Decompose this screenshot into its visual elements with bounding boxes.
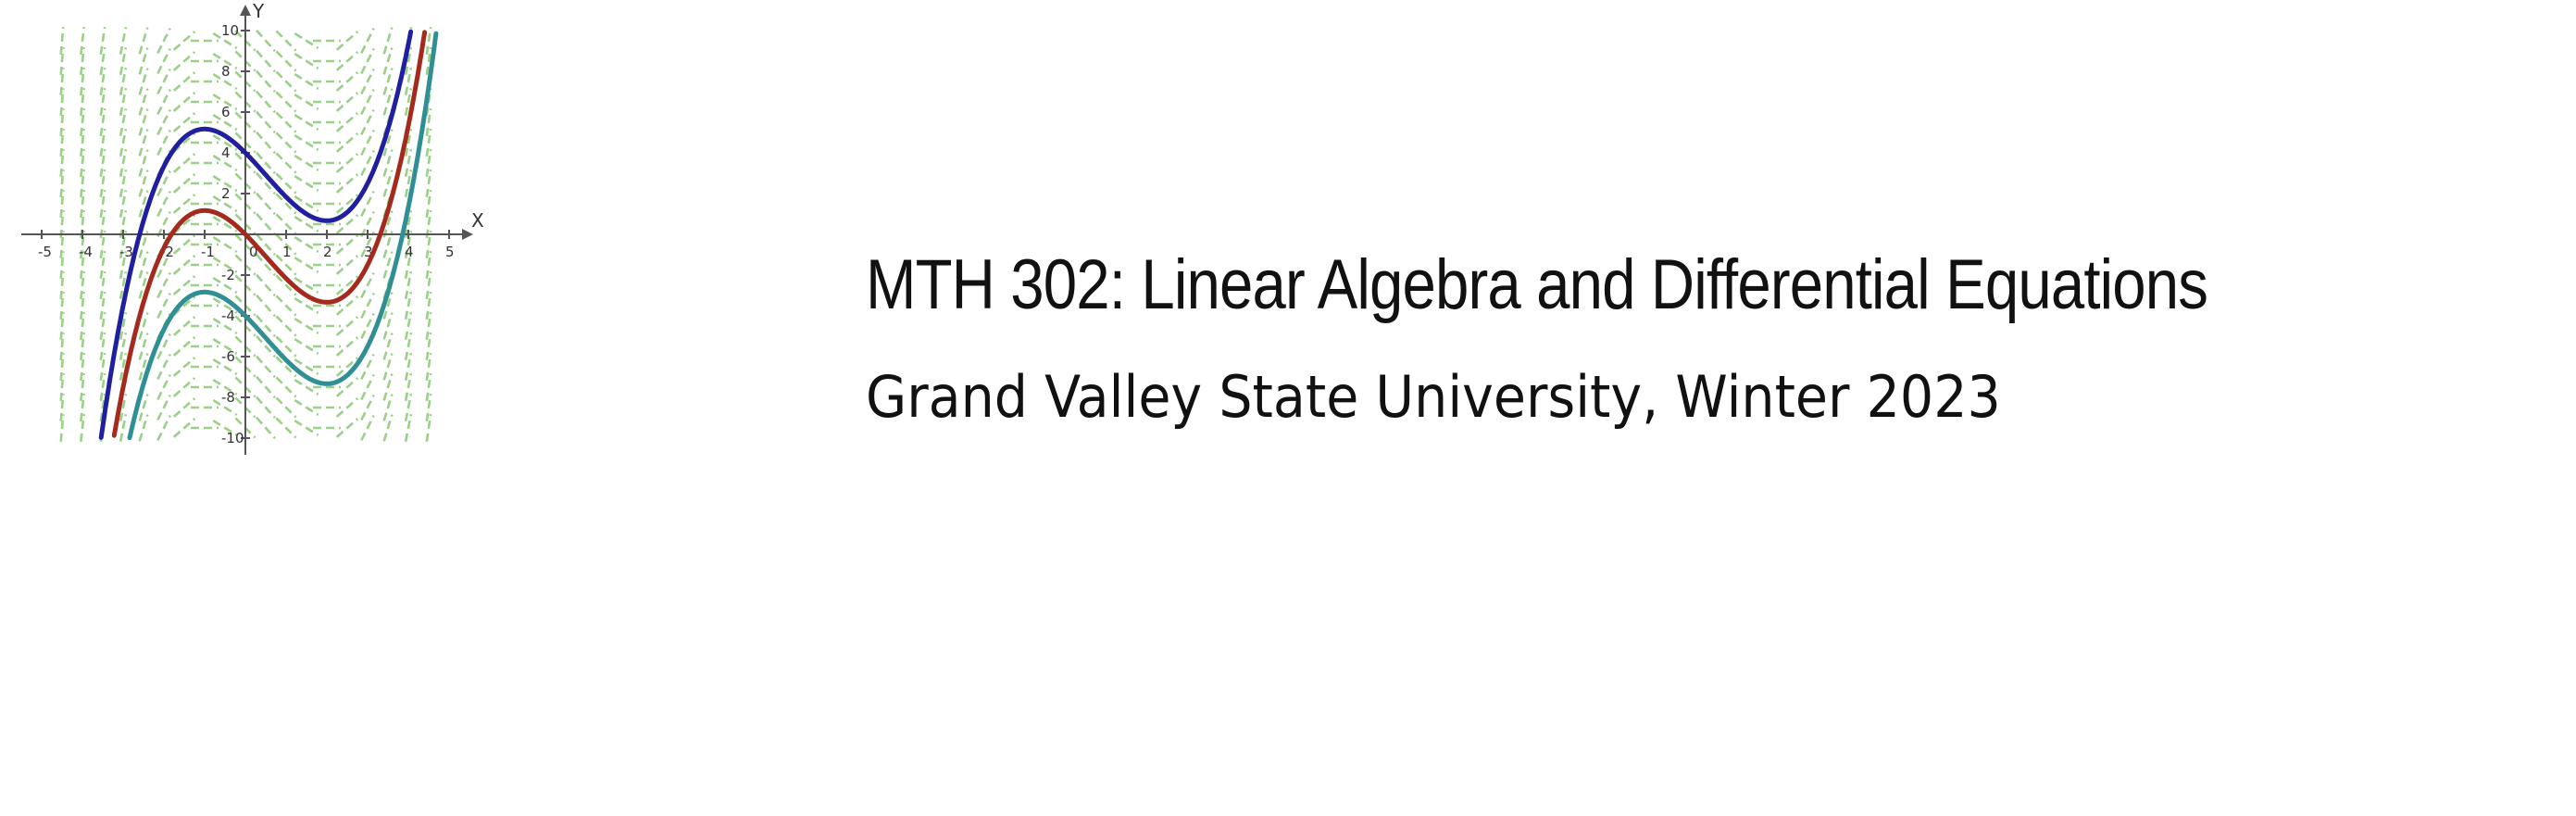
slope-segment: [361, 110, 373, 135]
slope-segment: [276, 112, 295, 132]
title-block: [866, 245, 2551, 431]
slope-segment: [361, 294, 373, 319]
slope-segment: [157, 192, 169, 217]
slope-segment: [120, 27, 126, 54]
y-tick-label: -4: [221, 308, 235, 324]
y-tick-label: 10: [221, 22, 240, 39]
slope-segment: [157, 395, 169, 421]
slope-segment: [101, 27, 105, 55]
x-tick-label: 5: [445, 244, 455, 260]
slope-segment: [256, 92, 275, 112]
slope-segment: [427, 27, 431, 55]
y-tick-label: 6: [221, 104, 231, 120]
x-tick-label: -5: [38, 244, 52, 260]
slope-segment: [256, 71, 275, 92]
slope-segment: [276, 295, 295, 315]
slope-segment: [157, 29, 169, 54]
axes: [21, 0, 484, 455]
slope-field-svg: [28, 0, 843, 810]
slope-segment: [361, 90, 373, 115]
y-tick-label: 8: [221, 63, 231, 80]
slope-segment: [276, 71, 295, 91]
slope-field-chart: [28, 0, 843, 810]
slope-segment: [157, 49, 169, 74]
slope-segment: [157, 131, 169, 156]
slope-segment: [157, 90, 169, 115]
slope-segment: [256, 418, 275, 438]
slope-segment: [256, 132, 275, 153]
x-tick-label: 0: [249, 244, 258, 260]
course-title: MTH 302: Linear Algebra and Differential Equations: [866, 245, 2208, 324]
slope-segment: [256, 357, 275, 377]
slope-segment: [157, 416, 169, 441]
x-tick-label: -3: [119, 244, 133, 260]
slope-segment: [256, 275, 275, 295]
slope-segment: [157, 294, 169, 319]
y-axis-label: Y: [253, 0, 265, 22]
y-tick-label: -6: [221, 348, 235, 365]
slope-segment: [276, 418, 295, 437]
slope-segment: [256, 31, 275, 51]
y-tick-label: -8: [221, 389, 235, 406]
y-axis-arrow: [240, 5, 251, 16]
slope-segment: [256, 295, 275, 316]
slope-segment: [256, 397, 275, 418]
slope-segment: [256, 112, 275, 132]
slope-segment: [361, 49, 373, 74]
x-tick-label: 1: [282, 244, 292, 260]
slope-segment: [384, 28, 393, 55]
slope-segment: [276, 397, 295, 417]
slope-segment: [361, 395, 373, 421]
x-tick-label: 2: [323, 244, 332, 260]
slope-segment: [157, 110, 169, 135]
slope-segment: [276, 31, 295, 50]
x-tick-label: 3: [364, 244, 373, 260]
y-tick-label: -2: [221, 267, 235, 283]
slope-segment: [276, 92, 295, 111]
solution-curve: [130, 33, 436, 438]
slope-segment: [81, 27, 83, 55]
x-tick-label: -2: [160, 244, 174, 260]
y-tick-label: 2: [221, 185, 231, 202]
slope-segment: [276, 132, 295, 152]
slope-segment: [361, 131, 373, 156]
slope-segment: [157, 375, 169, 400]
slope-segment: [361, 375, 373, 400]
slope-segment: [361, 416, 373, 441]
slope-segment: [256, 214, 275, 234]
x-axis-label: X: [471, 209, 484, 232]
slope-segment: [256, 194, 275, 214]
slope-segment: [256, 377, 275, 397]
slope-segment: [61, 27, 64, 55]
x-tick-label: -4: [79, 244, 93, 260]
slope-segment: [361, 69, 373, 94]
slope-segment: [157, 273, 169, 298]
slope-segment: [276, 153, 295, 172]
y-tick-label: -10: [221, 430, 244, 446]
slope-segment: [256, 51, 275, 71]
slope-segment: [140, 28, 148, 55]
slope-segment: [157, 355, 169, 380]
x-tick-label: -1: [201, 244, 215, 260]
slope-segment: [276, 377, 295, 396]
y-tick-label: 4: [221, 144, 231, 161]
slope-segment: [157, 69, 169, 94]
slope-segment: [276, 51, 295, 70]
slope-segment: [276, 316, 295, 335]
slope-segment: [361, 29, 373, 54]
course-subtitle: Grand Valley State University, Winter 2023: [866, 363, 2001, 431]
x-tick-label: 4: [405, 244, 414, 260]
